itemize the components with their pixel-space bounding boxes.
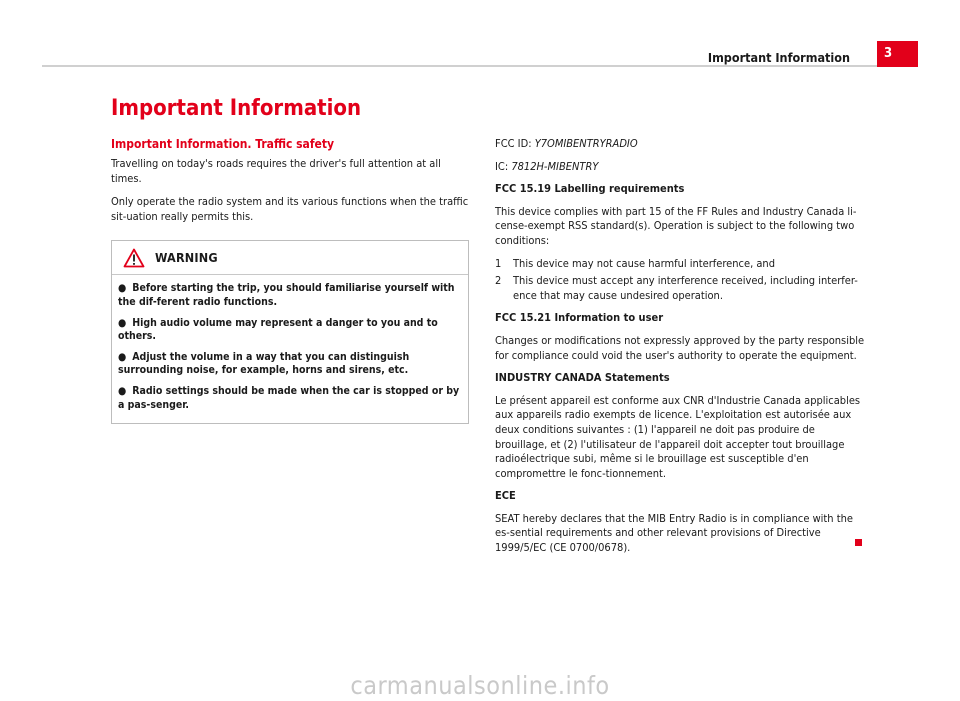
warning-box — [111, 240, 469, 424]
warning-triangle-icon — [123, 248, 145, 268]
condition-item: 2 This device must accept any interference received, including interfer-ence that may cause undesired operation. — [495, 274, 858, 302]
paragraph: Only operate the radio system and its various functions when the traffic sit-uation really permits this. — [111, 195, 469, 223]
fcc-15-21-text: Changes or modifications not expressly approved by the party responsible for compliance could void the user's authority to operate the equipment. — [495, 333, 865, 362]
right-column — [495, 137, 865, 564]
watermark: carmanualsonline.info — [350, 671, 610, 700]
warning-item: ● High audio volume may represent a danger to you and to others. — [118, 316, 438, 343]
page-title: Important Information — [111, 96, 362, 121]
fcc-id-line: FCC ID: Y7OMIBENTRYRADIO — [495, 137, 638, 150]
paragraph: Travelling on today's roads requires the driver's full attention at all times. — [111, 157, 441, 185]
page-number-badge: 3 — [877, 41, 918, 67]
warning-item: ● Before starting the trip, you should familiarise yourself with the dif-ferent radio functions. — [118, 282, 455, 308]
warning-item: ● Adjust the volume in a way that you can distinguish surrounding noise, for example, horns and sirens, etc. — [118, 350, 410, 377]
condition-item: 1 This device may not cause harmful interference, and — [495, 256, 775, 270]
fcc-15-21-heading: FCC 15.21 Information to user — [495, 311, 664, 325]
bullet-icon: ● — [118, 350, 127, 363]
ece-text: SEAT hereby declares that the MIB Entry Radio is in compliance with the es-sential requirements and other relevant provisions of Directive 1999/5/EC (CE 0700/0678). — [495, 511, 853, 555]
ic-line: IC: 7812H-MIBENTRY — [495, 159, 599, 173]
fcc-15-19-text: This device complies with part 15 of the FF Rules and Industry Canada li-cense-exempt RSS standard(s). Operation is subject to the following two conditions: — [495, 204, 857, 247]
warning-list — [112, 275, 468, 423]
section-heading: Important Information. Traffic safety — [111, 137, 335, 151]
left-column — [111, 137, 469, 424]
warning-title: WARNING — [155, 250, 218, 266]
ece-heading: ECE — [495, 489, 516, 503]
header-rule — [42, 65, 918, 67]
bullet-icon: ● — [118, 282, 127, 295]
industry-canada-heading: INDUSTRY CANADA Statements — [495, 371, 670, 385]
running-header-title: Important Information — [707, 50, 850, 65]
red-square-end-mark — [855, 539, 862, 546]
warning-item: ● Radio settings should be made when the car is stopped or by a pas-senger. — [118, 384, 460, 411]
fcc-15-19-heading: FCC 15.19 Labelling requirements — [495, 182, 685, 196]
bullet-icon: ● — [118, 316, 127, 329]
conditions-list — [495, 257, 865, 304]
bullet-icon: ● — [118, 384, 127, 397]
warning-header — [112, 241, 468, 275]
industry-canada-text: Le présent appareil est conforme aux CNR d'Industrie Canada applicables aux appareils radio exempts de licence. L'exploitation est autorisée aux deux conditions suivantes : (1) l'appareil ne doit pas produire de brouillage, et (2) l'utilisateur de l'appareil doit accepter tout brouillage radioélectrique subi, même si le brouillage est susceptible d'en compromettre le fonc-tionnement. — [495, 393, 861, 480]
